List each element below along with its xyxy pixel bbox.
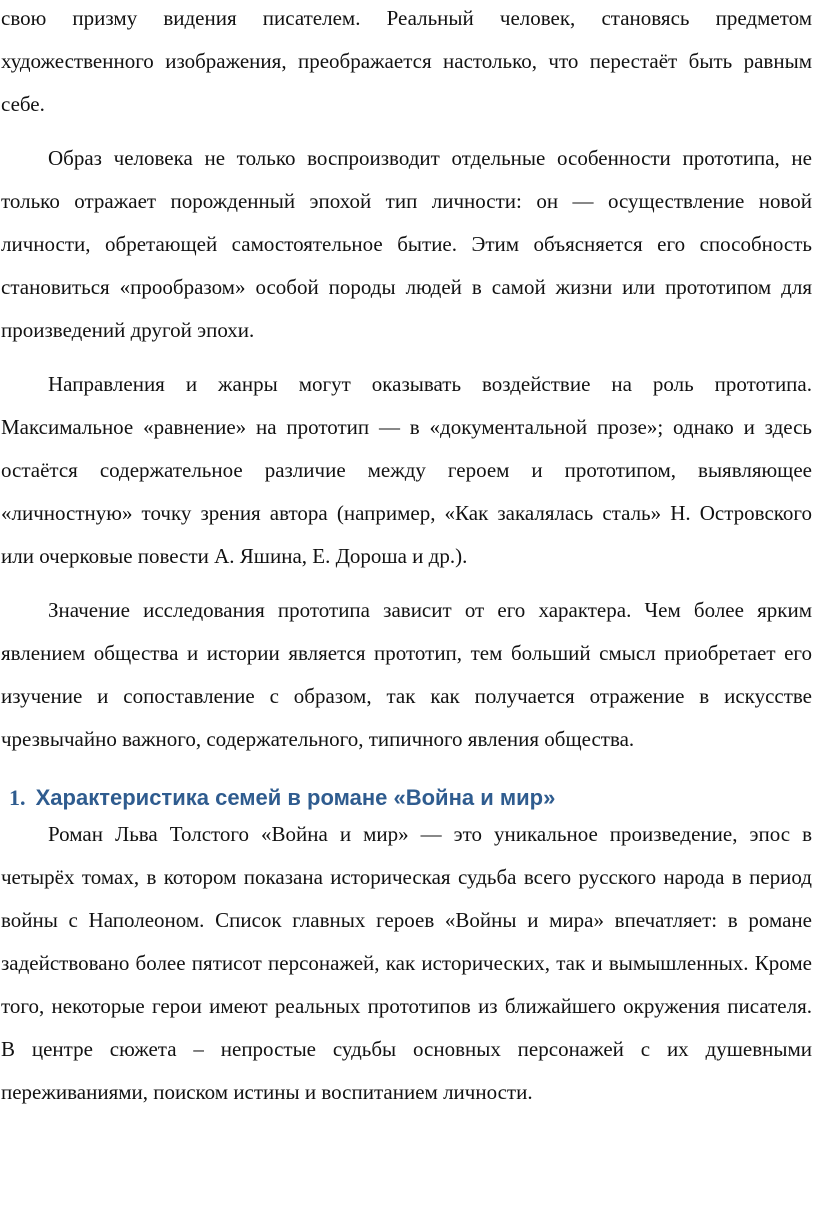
section-title: Характеристика семей в романе «Война и мир»: [35, 785, 556, 810]
paragraph-image-of-person: Образ человека не только воспроизводит отдельные особенности прототипа, не только отражает порожденный эпохой тип личности: он — осуществление новой личности, обретающей самостоятельное бытие. Этим объясняется его способность становиться «прообразом» особой породы людей в самой жизни или прототипом для произведений другой эпохи.: [1, 146, 812, 342]
section-number: 1.: [9, 785, 26, 810]
paragraph-directions-genres: Направления и жанры могут оказывать воздействие на роль прототипа. Максимальное «равнение» на прототип — в «документальной прозе»; однако и здесь остаётся содержательное различие между героем и прототипом, выявляющее «личностную» точку зрения автора (например, «Как закалялась сталь» Н. Островского или очерковые повести А. Яшина, Е. Дороша и др.).: [1, 372, 812, 568]
paragraph-continuation: свою призму видения писателем. Реальный человек, становясь предметом художественного изображения, преображается настолько, что перестаёт быть равным себе.: [1, 6, 812, 116]
section-heading: [1, 783, 812, 813]
paragraph-research-significance: Значение исследования прототипа зависит от его характера. Чем более ярким явлением общества и истории является прототип, тем больший смысл приобретает его изучение и сопоставление с образом, так как получается отражение в искусстве чрезвычайно важного, содержательного, типичного явления общества.: [1, 598, 812, 751]
paragraph-novel-overview: Роман Льва Толстого «Война и мир» — это уникальное произведение, эпос в четырёх томах, в котором показана историческая судьба всего русского народа в период войны с Наполеоном. Список главных героев «Войны и мира» впечатляет: в романе задействовано более пятисот персонажей, как исторических, так и вымышленных. Кроме того, некоторые герои имеют реальных прототипов из ближайшего окружения писателя. В центре сюжета – непростые судьбы основных персонажей с их душевными переживаниями, поиском истины и воспитанием личности.: [1, 822, 812, 1104]
